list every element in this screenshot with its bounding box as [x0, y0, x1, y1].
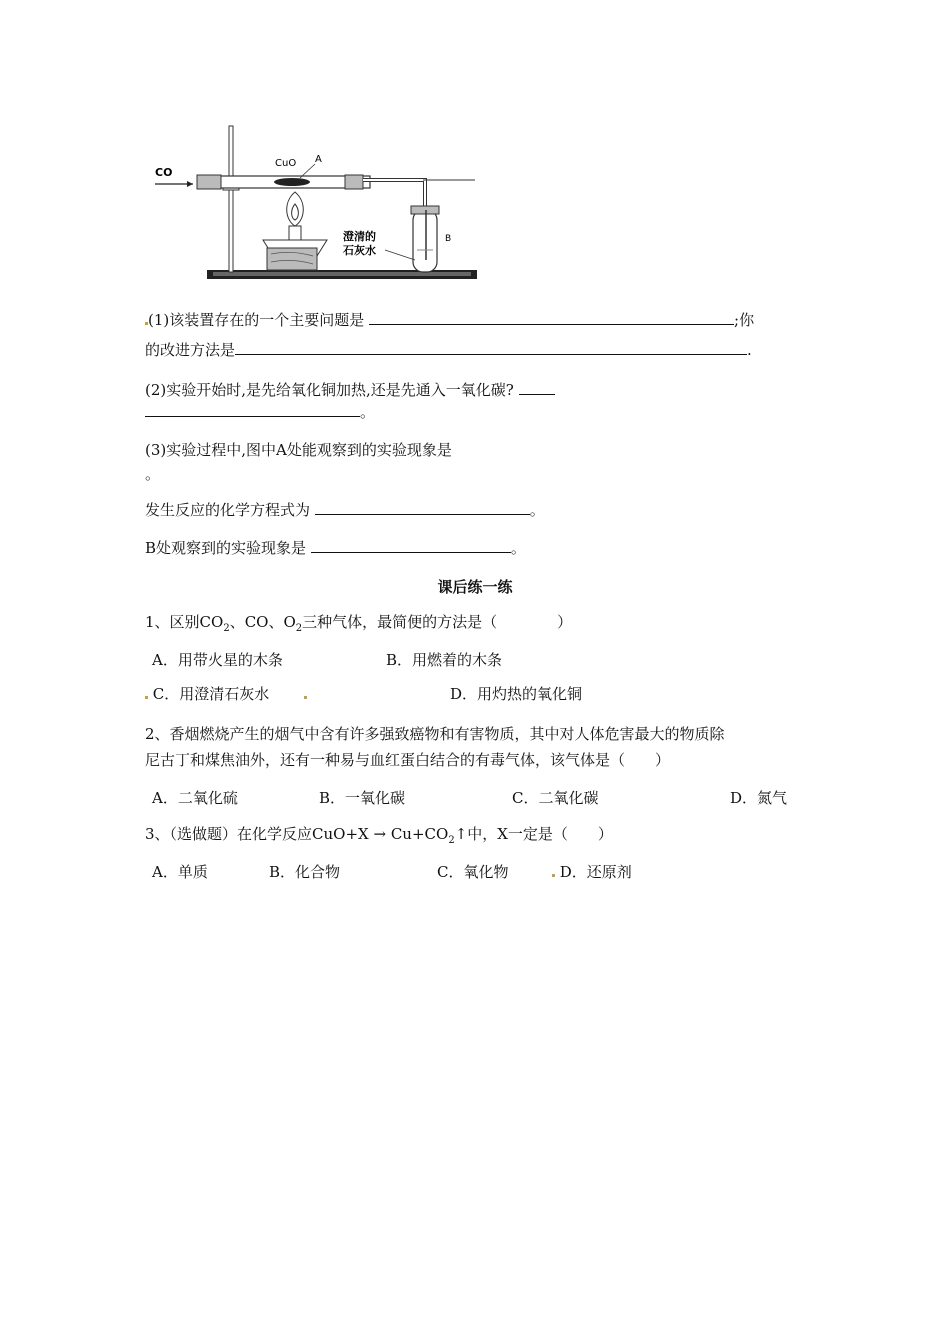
a-label: A	[315, 154, 322, 165]
exercise-3-option-c[interactable]: C．氧化物	[437, 863, 509, 881]
exercise-3-option-b[interactable]: B．化合物	[269, 863, 341, 881]
question-1b: 的改进方法是 .	[145, 341, 752, 359]
answer-blank-1[interactable]	[369, 310, 734, 325]
exercise-2-option-a[interactable]: A．二氧化硫	[152, 789, 238, 807]
stand-rod	[229, 126, 233, 272]
cuo-label: CuO	[275, 158, 297, 169]
question-3-dot: 。	[145, 465, 161, 483]
question-2: (2)实验开始时,是先给氧化铜加热,还是先通入一氧化碳?	[145, 380, 555, 400]
answer-blank-4[interactable]	[315, 500, 530, 515]
answer-blank-1b[interactable]	[235, 340, 747, 355]
exercise-3-stem: 3、（选做题）在化学反应$CuO+X \to Cu+CO_2↑$中，X一定是（ ）	[145, 825, 613, 846]
wooden-block	[267, 248, 317, 270]
exercise-1-option-b[interactable]: B．用燃着的木条	[386, 651, 503, 669]
question-3: (3)实验过程中,图中A处能观察到的实验现象是	[145, 441, 452, 459]
question-1: (1)该装置存在的一个主要问题是 ;你	[145, 310, 754, 330]
section-title: 课后练一练	[437, 578, 513, 596]
exercise-2-option-c[interactable]: C．二氧化碳	[512, 789, 599, 807]
question-5: B处观察到的实验现象是 。	[145, 539, 526, 557]
question-4: 发生反应的化学方程式为 。	[145, 501, 545, 519]
answer-blank-2a[interactable]	[519, 380, 555, 395]
answer-blank-5[interactable]	[311, 538, 511, 553]
exercise-1-option-c[interactable]: C．用澄清石灰水	[145, 684, 307, 704]
limewater-label-1: 澄清的	[343, 230, 376, 243]
question-2b: 。	[145, 402, 375, 422]
apparatus-diagram	[145, 120, 485, 285]
exercise-1-option-d[interactable]: D．用灼热的氧化铜	[450, 685, 583, 703]
exercise-2-option-d[interactable]: D．氮气	[730, 789, 788, 807]
co-label: CO	[155, 166, 173, 179]
exercise-1-option-a[interactable]: A．用带火星的木条	[152, 651, 283, 669]
exercise-2-stem-1: 2、香烟燃烧产生的烟气中含有许多强致癌物和有害物质，其中对人体危害最大的物质除	[145, 725, 725, 743]
exercise-2-option-b[interactable]: B．一氧化碳	[319, 789, 406, 807]
exercise-3-option-d[interactable]: D．还原剂	[552, 862, 632, 882]
b-label: B	[445, 234, 452, 244]
exercise-3-option-a[interactable]: A．单质	[152, 863, 208, 881]
limewater-label-2: 石灰水	[343, 244, 376, 257]
exercise-2-stem-2: 尼古丁和煤焦油外，还有一种易与血红蛋白结合的有毒气体，该气体是（ ）	[145, 751, 671, 769]
cuo-powder	[274, 178, 310, 186]
answer-blank-2b[interactable]	[145, 402, 360, 417]
test-tube-b	[413, 210, 437, 272]
exercise-1-stem: 1、区别$CO_2$、CO、$O_2$三种气体，最简便的方法是（ ）	[145, 613, 573, 634]
